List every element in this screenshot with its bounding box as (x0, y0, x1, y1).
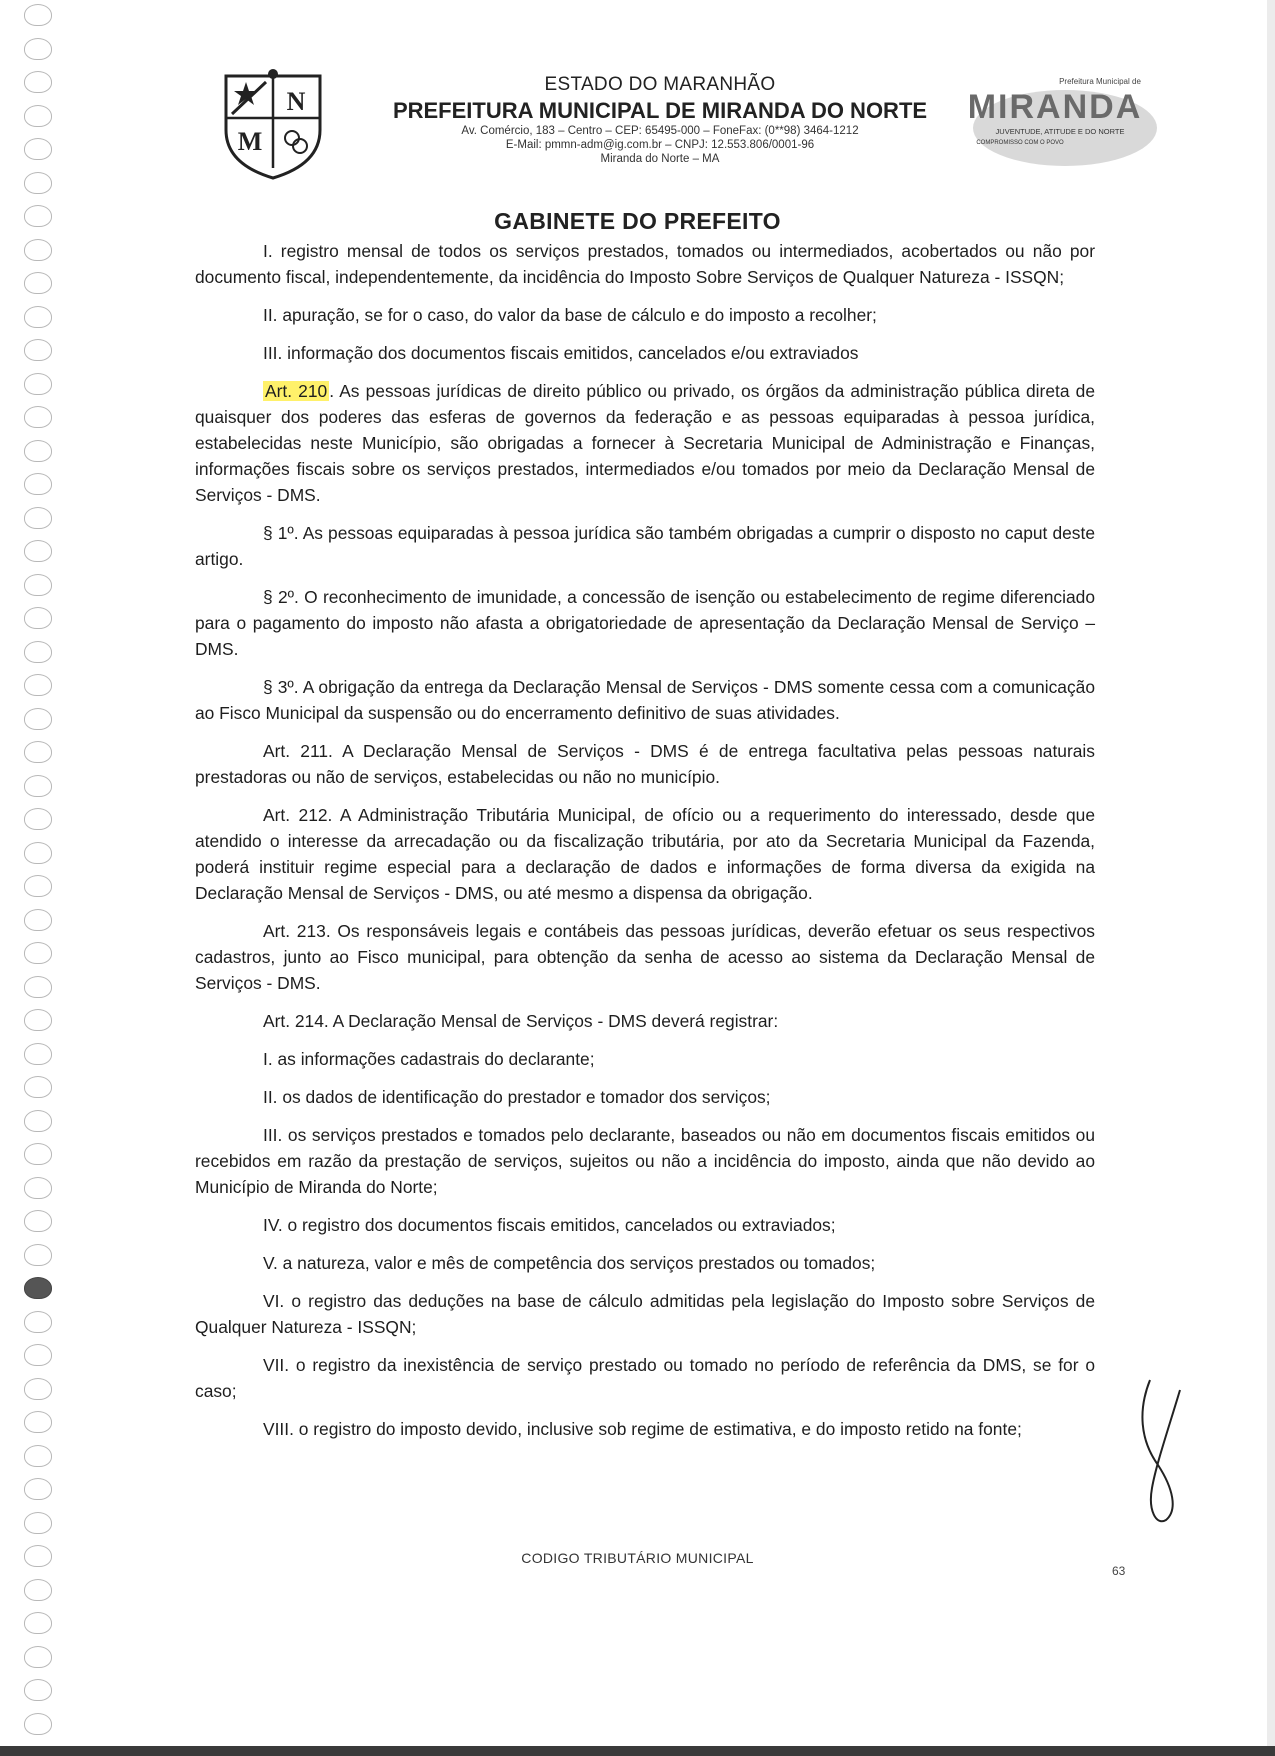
page-number: 63 (1112, 1564, 1126, 1578)
article-paragraph (195, 378, 1095, 508)
paragraph-text: I. as informações cadastrais do declarante; (263, 1049, 595, 1069)
article-paragraph (195, 802, 1095, 906)
article-paragraph (195, 340, 1095, 366)
binding-hole (24, 674, 52, 696)
document-body (195, 238, 1095, 1454)
binding-hole (24, 808, 52, 830)
paragraph-text: III. os serviços prestados e tomados pelo declarante, baseados ou não em documentos fiscais emitidos ou recebidos em razão da prestação de serviços, sujeitos ou não a incidência do imposto, ainda que não devido ao Município de Miranda do Norte; (195, 1125, 1095, 1197)
binding-hole (24, 1277, 52, 1299)
binding-hole (24, 1009, 52, 1031)
svg-text:Prefeitura Municipal de: Prefeitura Municipal de (1059, 77, 1141, 86)
binding-hole (24, 1445, 52, 1467)
letterhead-text (340, 74, 980, 166)
svg-text:MIRANDA: MIRANDA (967, 88, 1143, 126)
binding-hole (24, 741, 52, 763)
page-edge-bottom (0, 1746, 1275, 1756)
binding-hole (24, 339, 52, 361)
binding-hole (24, 1210, 52, 1232)
article-paragraph (195, 1084, 1095, 1110)
page-edge-right (1267, 0, 1275, 1756)
highlighted-article-number: Art. 210 (265, 381, 328, 401)
binding-hole (24, 1344, 52, 1366)
binding-hole (24, 775, 52, 797)
binding-hole (24, 1512, 52, 1534)
svg-text:COMPROMISSO COM O POVO: COMPROMISSO COM O POVO (976, 140, 1064, 146)
paragraph-text: Art. 212. A Administração Tributária Municipal, de ofício ou a requerimento do interessado, desde que atendido o interesse da arrecadação ou da fiscalização tributária, por ato da Secretaria Municipal da Fazenda, poderá instituir regime especial para a declaração de dados e informações de forma diversa da exigida na Declaração Mensal de Serviços - DMS, ou até mesmo a dispensa da obrigação. (195, 805, 1095, 903)
binding-hole (24, 1244, 52, 1266)
binding-hole (24, 38, 52, 60)
office-title: GABINETE DO PREFEITO (494, 208, 781, 234)
footer-title: CODIGO TRIBUTÁRIO MUNICIPAL (521, 1550, 754, 1566)
handwritten-signature (1128, 1370, 1198, 1530)
binding-hole (24, 641, 52, 663)
article-paragraph (195, 584, 1095, 662)
article-paragraph (195, 1122, 1095, 1200)
article-paragraph (195, 738, 1095, 790)
svg-text:M: M (237, 127, 263, 156)
binding-hole (24, 540, 52, 562)
binding-hole (24, 373, 52, 395)
binding-hole (24, 1646, 52, 1668)
article-paragraph (195, 1212, 1095, 1238)
article-paragraph (195, 1352, 1095, 1404)
letterhead (210, 68, 1160, 188)
paragraph-text: Art. 211. A Declaração Mensal de Serviços - DMS é de entrega facultativa pelas pessoas naturais prestadoras ou não de serviços, estabelecidas ou não no município. (195, 741, 1095, 787)
paragraph-text: VI. o registro das deduções na base de cálculo admitidas pela legislação do Imposto sobre Serviços de Qualquer Natureza - ISSQN; (195, 1291, 1095, 1337)
binding-hole (24, 138, 52, 160)
article-paragraph (195, 1416, 1095, 1442)
binding-hole (24, 105, 52, 127)
binding-hole (24, 1177, 52, 1199)
svg-text:JUVENTUDE, ATITUDE E DO NORTE: JUVENTUDE, ATITUDE E DO NORTE (995, 127, 1125, 136)
binding-hole (24, 1076, 52, 1098)
binding-hole (24, 976, 52, 998)
binding-hole (24, 306, 52, 328)
binding-hole (24, 1411, 52, 1433)
article-paragraph (195, 520, 1095, 572)
article-paragraph (195, 1008, 1095, 1034)
binding-hole (24, 942, 52, 964)
binding-hole (24, 272, 52, 294)
article-paragraph (195, 1288, 1095, 1340)
location-line: Miranda do Norte – MA (600, 153, 720, 165)
paragraph-text: II. os dados de identificação do prestador e tomador dos serviços; (263, 1087, 771, 1107)
binding-hole (24, 406, 52, 428)
binding-hole (24, 172, 52, 194)
binding-hole (24, 507, 52, 529)
contact-line: E-Mail: pmmn-adm@ig.com.br – CNPJ: 12.553.806/0001-96 (505, 139, 815, 151)
article-paragraph (195, 302, 1095, 328)
binding-hole (24, 440, 52, 462)
binding-hole (24, 607, 52, 629)
paragraph-text: V. a natureza, valor e mês de competência dos serviços prestados ou tomados; (263, 1253, 876, 1273)
binding-hole (24, 1143, 52, 1165)
paragraph-text: VII. o registro da inexistência de serviço prestado ou tomado no período de referência da DMS, se for o caso; (195, 1355, 1095, 1401)
paragraph-text: § 3º. A obrigação da entrega da Declaração Mensal de Serviços - DMS somente cessa com a comunicação ao Fisco Municipal da suspensão ou do encerramento definitivo de suas atividades. (195, 677, 1095, 723)
article-paragraph (195, 1046, 1095, 1072)
state-name: ESTADO DO MARANHÃO (544, 74, 776, 95)
binding-hole (24, 1679, 52, 1701)
article-paragraph (195, 918, 1095, 996)
binding-hole (24, 1378, 52, 1400)
paragraph-text: IV. o registro dos documentos fiscais emitidos, cancelados ou extraviados; (263, 1215, 836, 1235)
binding-hole (24, 1713, 52, 1735)
paragraph-text: III. informação dos documentos fiscais emitidos, cancelados e/ou extraviados (263, 343, 859, 363)
binding-hole (24, 574, 52, 596)
binding-hole (24, 4, 52, 26)
paragraph-text: . As pessoas jurídicas de direito público ou privado, os órgãos da administração pública direta de quaisquer dos poderes das esferas de governos da federação e as pessoas equiparadas à pessoa jurídica, estabelecidas neste Município, são obrigadas a fornecer à Secretaria Municipal de Administração e Finanças, informações fiscais sobre os serviços prestados, intermediados e/ou tomados por meio da Declaração Mensal de Serviços - DMS. (195, 381, 1095, 505)
binding-hole (24, 708, 52, 730)
binding-hole (24, 842, 52, 864)
binding-hole (24, 239, 52, 261)
article-paragraph (195, 674, 1095, 726)
binding-hole (24, 875, 52, 897)
municipal-crest-icon (218, 68, 328, 180)
paragraph-text: Art. 213. Os responsáveis legais e contábeis das pessoas jurídicas, deverão efetuar os seus respectivos cadastros, junto ao Fisco municipal, para obtenção da senha de acesso ao sistema da Declaração Mensal de Serviços - DMS. (195, 921, 1095, 993)
binding-hole (24, 1478, 52, 1500)
paragraph-text: § 2º. O reconhecimento de imunidade, a concessão de isenção ou estabelecimento de regime diferenciado para o pagamento do imposto não afasta a obrigatoriedade de apresentação da Declaração Mensal de Serviço – DMS. (195, 587, 1095, 659)
paragraph-text: VIII. o registro do imposto devido, inclusive sob regime de estimativa, e do imposto retido na fonte; (263, 1419, 1022, 1439)
binding-hole (24, 909, 52, 931)
binding-hole (24, 473, 52, 495)
paragraph-text: II. apuração, se for o caso, do valor da base de cálculo e do imposto a recolher; (263, 305, 877, 325)
paragraph-text: § 1º. As pessoas equiparadas à pessoa jurídica são também obrigadas a cumprir o disposto no caput deste artigo. (195, 523, 1095, 569)
binding-hole (24, 1612, 52, 1634)
address-line: Av. Comércio, 183 – Centro – CEP: 65495-000 – FoneFax: (0**98) 3464-1212 (461, 125, 859, 137)
binding-hole (24, 1579, 52, 1601)
binding-hole (24, 71, 52, 93)
binding-hole (24, 1110, 52, 1132)
article-paragraph (195, 238, 1095, 290)
city-hall-name: PREFEITURA MUNICIPAL DE MIRANDA DO NORTE (392, 98, 928, 123)
binding-hole (24, 1043, 52, 1065)
svg-text:N: N (286, 87, 306, 116)
paragraph-text: Art. 214. A Declaração Mensal de Serviços - DMS deverá registrar: (263, 1011, 779, 1031)
spiral-binding (0, 0, 60, 1756)
binding-hole (24, 1311, 52, 1333)
article-paragraph (195, 1250, 1095, 1276)
miranda-logo-icon (950, 70, 1160, 170)
paragraph-text: I. registro mensal de todos os serviços prestados, tomados ou intermediados, acobertados ou não por documento fiscal, independentemente, da incidência do Imposto Sobre Serviços de Qualquer Natureza - ISSQN; (195, 241, 1095, 287)
